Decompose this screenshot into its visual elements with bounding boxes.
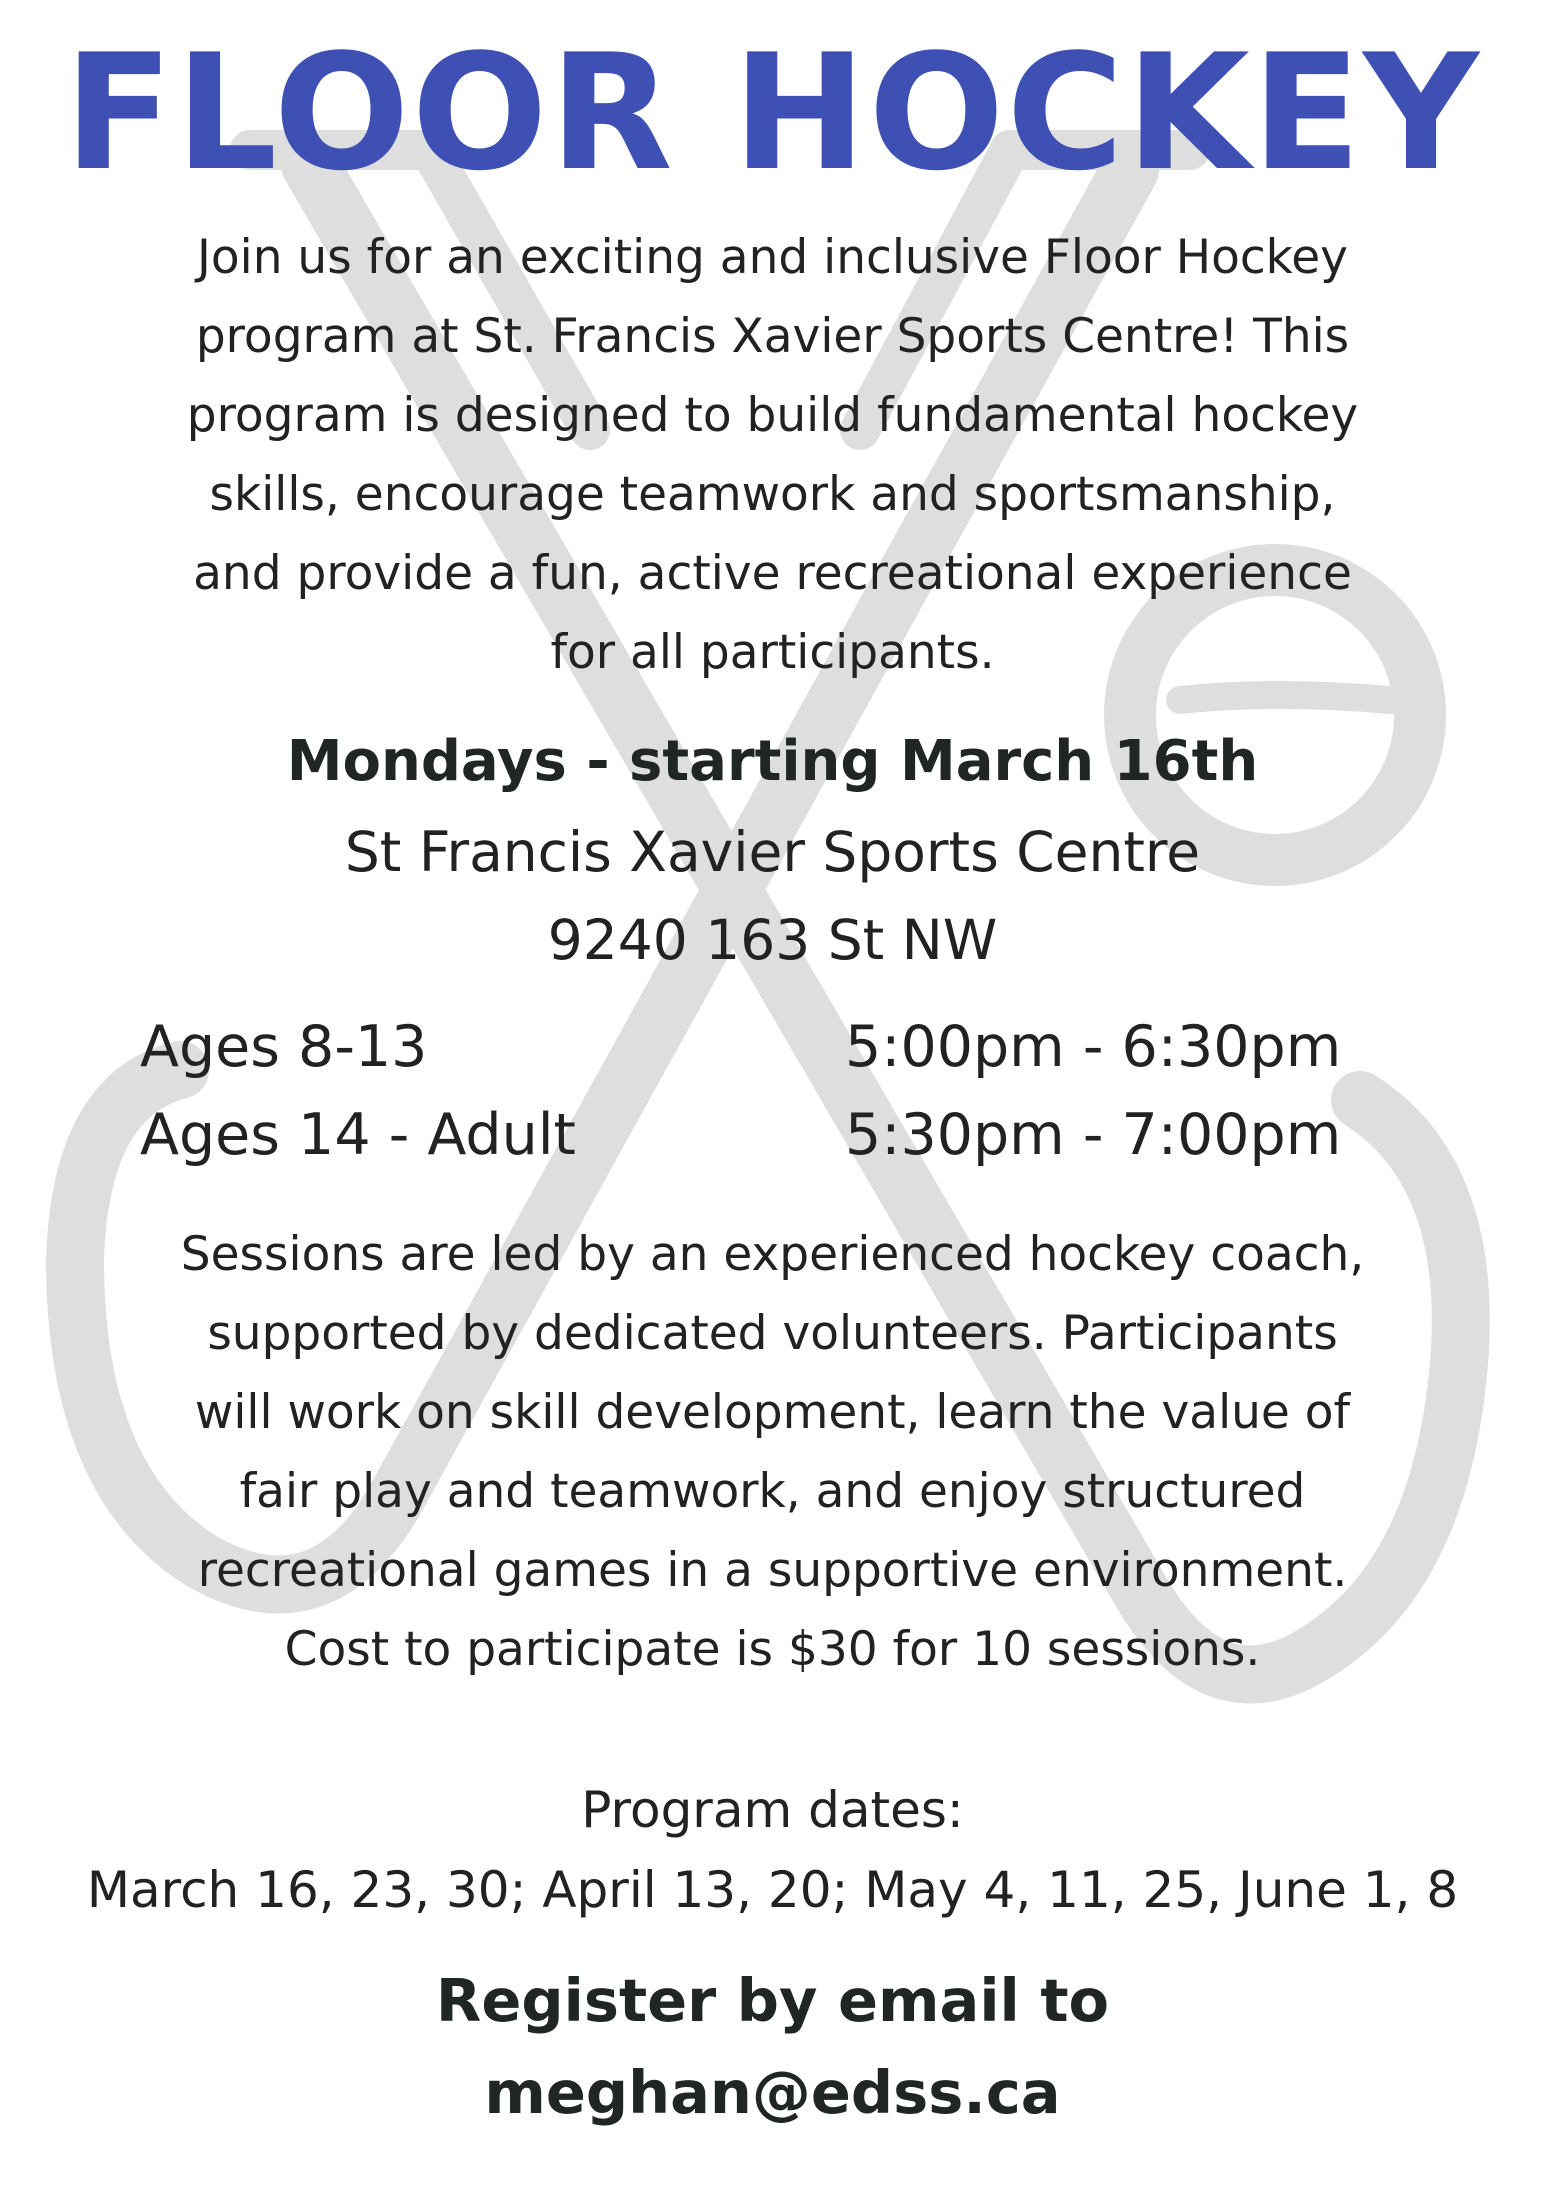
register-email-link[interactable]: meghan@edss.ca	[484, 2058, 1061, 2127]
venue-address: 9240 163 St NW	[547, 908, 998, 972]
age-group-time: 5:00pm - 6:30pm	[845, 1014, 1342, 1080]
program-dates-label: Program dates:	[581, 1781, 964, 1839]
details-line: Sessions are led by an experienced hockey coach,	[180, 1227, 1365, 1282]
intro-line: skills, encourage teamwork and sportsmanship,	[209, 467, 1336, 522]
intro-line: for all participants.	[550, 625, 995, 680]
age-group-time: 5:30pm - 7:00pm	[845, 1102, 1342, 1168]
intro-line: program at St. Francis Xavier Sports Centre! This	[195, 309, 1350, 364]
age-group-row	[0, 1090, 1545, 1180]
venue-block	[0, 808, 1545, 984]
details-line: recreational games in a supportive environment.	[197, 1543, 1348, 1598]
details-paragraph	[70, 1215, 1475, 1689]
details-line: Cost to participate is $30 for 10 sessions.	[284, 1622, 1261, 1677]
program-dates-list: March 16, 23, 30; April 13, 20; May 4, 11, 25, June 1, 8	[86, 1861, 1459, 1919]
details-line: will work on skill development, learn the value of	[194, 1385, 1351, 1440]
intro-line: and provide a fun, active recreational experience	[193, 546, 1352, 601]
age-group-row	[0, 1002, 1545, 1092]
program-dates	[0, 1770, 1545, 1930]
page-title: FLOOR HOCKEY	[64, 19, 1481, 206]
schedule-heading: Mondays - starting March 16th	[286, 729, 1259, 794]
details-line: supported by dedicated volunteers. Participants	[207, 1306, 1338, 1361]
intro-paragraph	[90, 218, 1455, 692]
details-line: fair play and teamwork, and enjoy structured	[239, 1464, 1306, 1519]
intro-line: Join us for an exciting and inclusive Floor Hockey	[197, 230, 1348, 285]
intro-line: program is designed to build fundamental hockey	[186, 388, 1359, 443]
venue-name: St Francis Xavier Sports Centre	[344, 820, 1201, 884]
age-group-label: Ages 14 - Adult	[140, 1102, 576, 1168]
age-group-label: Ages 8-13	[140, 1014, 428, 1080]
register-block	[0, 1955, 1545, 2139]
register-text: Register by email to	[435, 1966, 1110, 2035]
